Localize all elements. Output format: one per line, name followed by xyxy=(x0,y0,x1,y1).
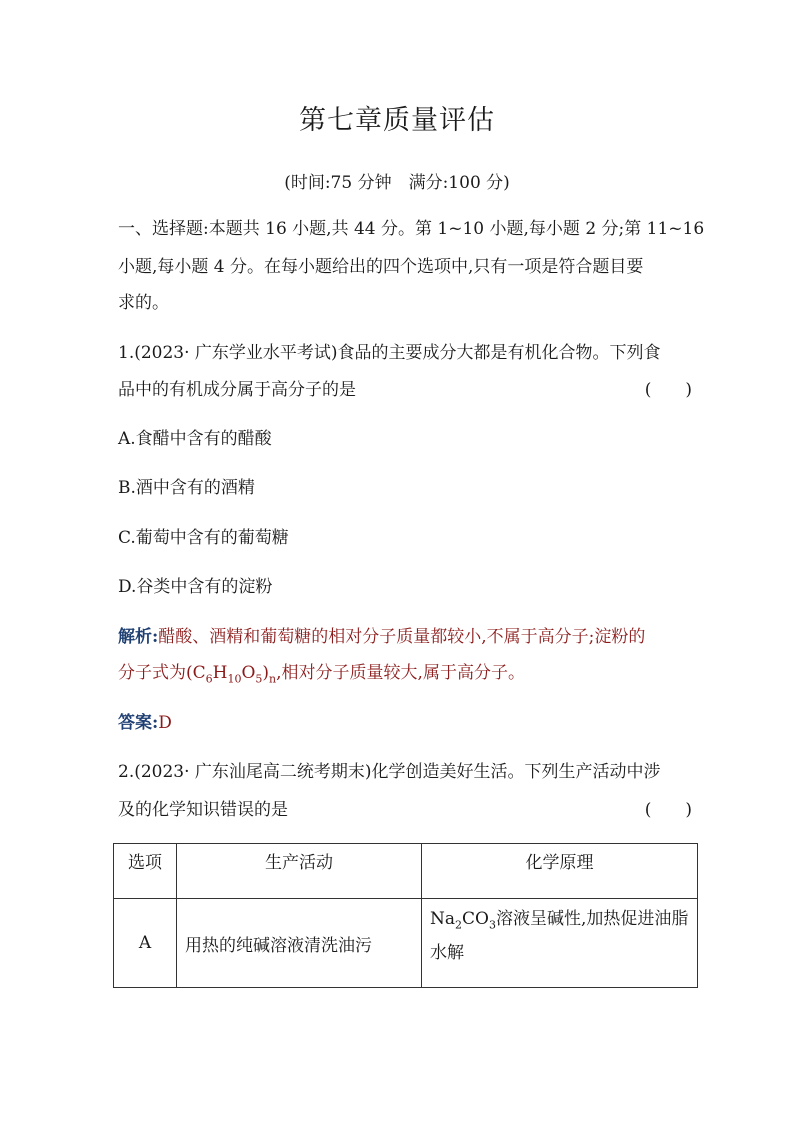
principle-text: 溶液呈碱性,加热促进油脂 xyxy=(495,909,689,929)
answer-value: D xyxy=(158,713,172,733)
formula-subscript: n xyxy=(269,672,277,686)
question-2-stem-line-1: 2.(2023· 广东汕尾高二统考期末)化学创造美好生活。下列生产活动中涉 xyxy=(118,762,661,782)
table-header-row xyxy=(114,844,698,899)
question-1-stem-text: 品中的有机成分属于高分子的是 xyxy=(118,380,356,400)
analysis-text-2: ,相对分子质量较大,属于高分子。 xyxy=(276,663,525,683)
header-activity: 生产活动 xyxy=(177,844,422,899)
question-1-option-b: B.酒中含有的酒精 xyxy=(118,478,255,498)
section-instructions-line-1: 一、选择题:本题共 16 小题,共 44 分。第 1~10 小题,每小题 2 分;第 11~16 xyxy=(118,219,705,239)
answer-blank: ( ) xyxy=(644,800,692,820)
header-option: 选项 xyxy=(114,844,177,899)
answer-label: 答案: xyxy=(118,713,159,733)
question-2-stem-line-2 xyxy=(118,799,692,821)
question-2-table xyxy=(113,843,698,988)
formula-part: H xyxy=(212,663,228,683)
question-1-answer xyxy=(118,712,692,734)
question-1-option-c: C.葡萄中含有的葡萄糖 xyxy=(118,528,289,548)
answer-blank: ( ) xyxy=(644,380,692,400)
cell-principle xyxy=(422,899,698,988)
analysis-label: 解析: xyxy=(118,627,159,647)
question-1-stem-line-2 xyxy=(118,379,692,401)
formula-subscript: 2 xyxy=(455,918,463,932)
formula-subscript: 6 xyxy=(205,672,213,686)
page-title: 第七章质量评估 xyxy=(299,105,495,136)
formula-subscript: 3 xyxy=(488,918,496,932)
formula-subscript: 10 xyxy=(227,672,242,686)
section-instructions-line-3: 求的。 xyxy=(118,293,169,313)
analysis-text-1: 醋酸、酒精和葡萄糖的相对分子质量都较小,不属于高分子;淀粉的 xyxy=(158,627,646,647)
formula-part: 分子式为(C xyxy=(118,663,206,683)
cell-option: A xyxy=(114,899,177,988)
header-principle: 化学原理 xyxy=(422,844,698,899)
question-2-stem-text: 及的化学知识错误的是 xyxy=(118,800,288,820)
formula-part: Na xyxy=(430,909,456,929)
principle-text-line-2: 水解 xyxy=(430,943,464,964)
question-1-analysis-line-1 xyxy=(118,626,692,648)
cell-activity: 用热的纯碱溶液清洗油污 xyxy=(177,899,422,988)
formula-part: CO xyxy=(462,909,489,929)
exam-info: (时间:75 分钟 满分:100 分) xyxy=(284,173,510,193)
section-instructions-line-2: 小题,每小题 4 分。在每小题给出的四个选项中,只有一项是符合题目要 xyxy=(118,257,644,277)
formula-subscript: 5 xyxy=(255,672,263,686)
formula-part: ) xyxy=(262,663,270,683)
question-1-option-a: A.食醋中含有的醋酸 xyxy=(118,429,272,449)
formula-part: O xyxy=(241,663,256,683)
question-1-stem-line-1: 1.(2023· 广东学业水平考试)食品的主要成分大都是有机化合物。下列食 xyxy=(118,343,661,363)
question-1-analysis-line-2 xyxy=(118,662,692,690)
question-1-option-d: D.谷类中含有的淀粉 xyxy=(118,577,273,597)
table-row xyxy=(114,899,698,988)
